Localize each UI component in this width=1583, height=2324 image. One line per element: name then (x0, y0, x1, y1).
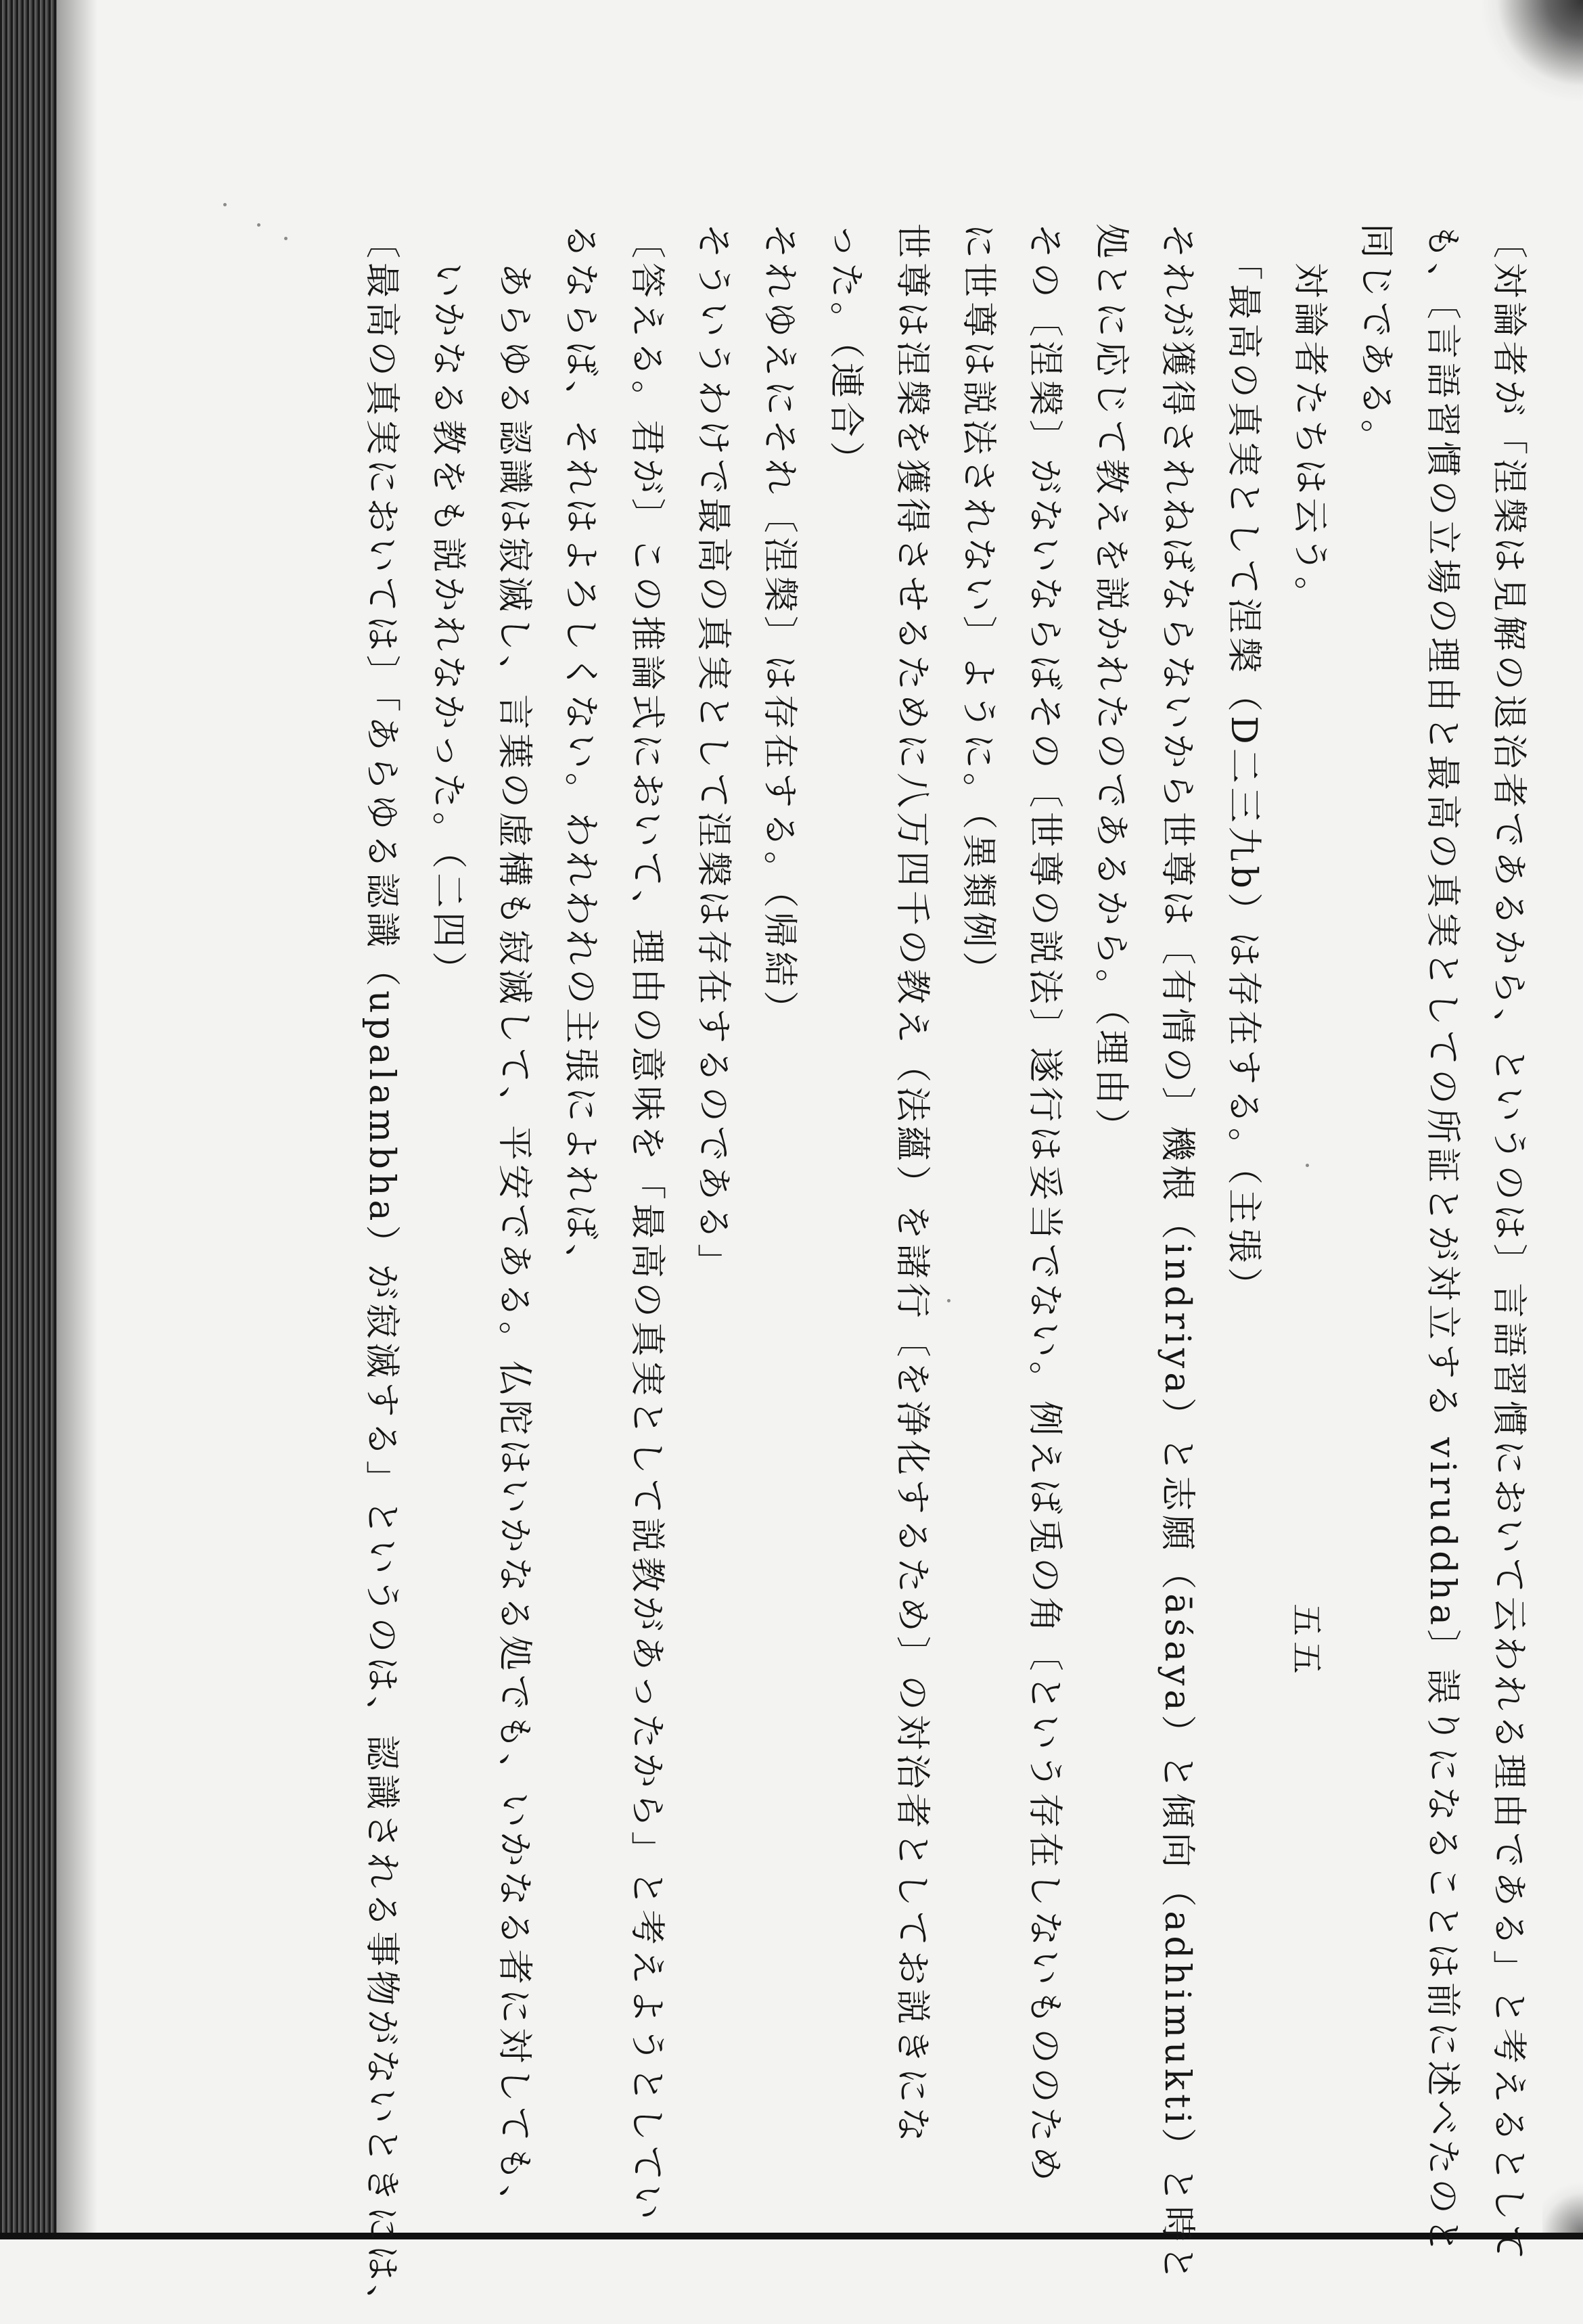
scan-speck (257, 223, 260, 227)
text-line: いかなる教をも説かれなかった。（二四） (428, 223, 468, 991)
scan-speck (223, 203, 227, 206)
text-line: 「最高の真実として涅槃（D二三九b）は存在する。（主張） (1223, 223, 1264, 1306)
text-line: るならば、それはよろしくない。われわれの主張によれば、 (560, 223, 601, 1283)
text-line: それゆえにそれ〔涅槃〕は存在する。（帰結） (759, 223, 800, 1030)
scan-bottom-edge (0, 2233, 1583, 2239)
text-line: そういうわけで最高の真実として涅槃は存在するのである」 (693, 223, 733, 1283)
text-line: った。（連合） (825, 223, 866, 481)
gutter-shadow (57, 0, 97, 2239)
text-line: 処とに応じて教えを説かれたのであるから。（理由） (1091, 223, 1131, 1148)
text-line: それが獲得されねばならないから世尊は〔有情の〕機根（indriya）と志願（āśaya）と傾向（adhimukti）と時と (1157, 223, 1197, 2285)
vertical-text-block (277, 223, 1536, 2324)
text-line: あらゆる認識は寂滅し、言葉の虚構も寂滅して、平安である。仏陀はいかなる処でも、いかなる者に対しても、 (494, 223, 534, 2224)
scan-corner-artifact (1482, 0, 1583, 101)
text-line: 対論者たちは云う。 (1289, 223, 1330, 616)
text-line: 〔対論者が「涅槃は見解の退治者であるから、というのは〕言語習慣において云われる理由である」と考えるとして (1488, 223, 1529, 2264)
text-line: 〔最高の真実においては〕「あらゆる認識（upalambha）が寂滅する」というのは、認識される事物がないときには、 (361, 223, 402, 2324)
scan-corner-artifact-bottom (1542, 2172, 1583, 2233)
text-line: その〔涅槃〕がないならばその〔世尊の説法〕遂行は妥当でない。例えば兎の角〔という存在しないもののため (1024, 223, 1065, 2186)
text-line: も、〔言語習慣の立場の理由と最高の真実としての所証とが対立する viruddha〕誤りになることは前に述べたのと (1422, 223, 1463, 2257)
book-binding-shadow (0, 0, 57, 2239)
text-line: 世尊は涅槃を獲得させるために八万四千の教え（法蘊）を諸行〔を浄化するため〕の対治者としてお説きにな (892, 223, 932, 2147)
text-line: 〔答える。君が〕この推論式において、理由の意味を「最高の真実として説教があったから」と考えようとしてい (626, 223, 667, 2224)
text-line: 同じである。 (1356, 223, 1396, 459)
page-number: 五五 (1287, 1603, 1325, 1680)
text-line: に世尊は説法されない〕ように。（異類例） (958, 223, 999, 991)
